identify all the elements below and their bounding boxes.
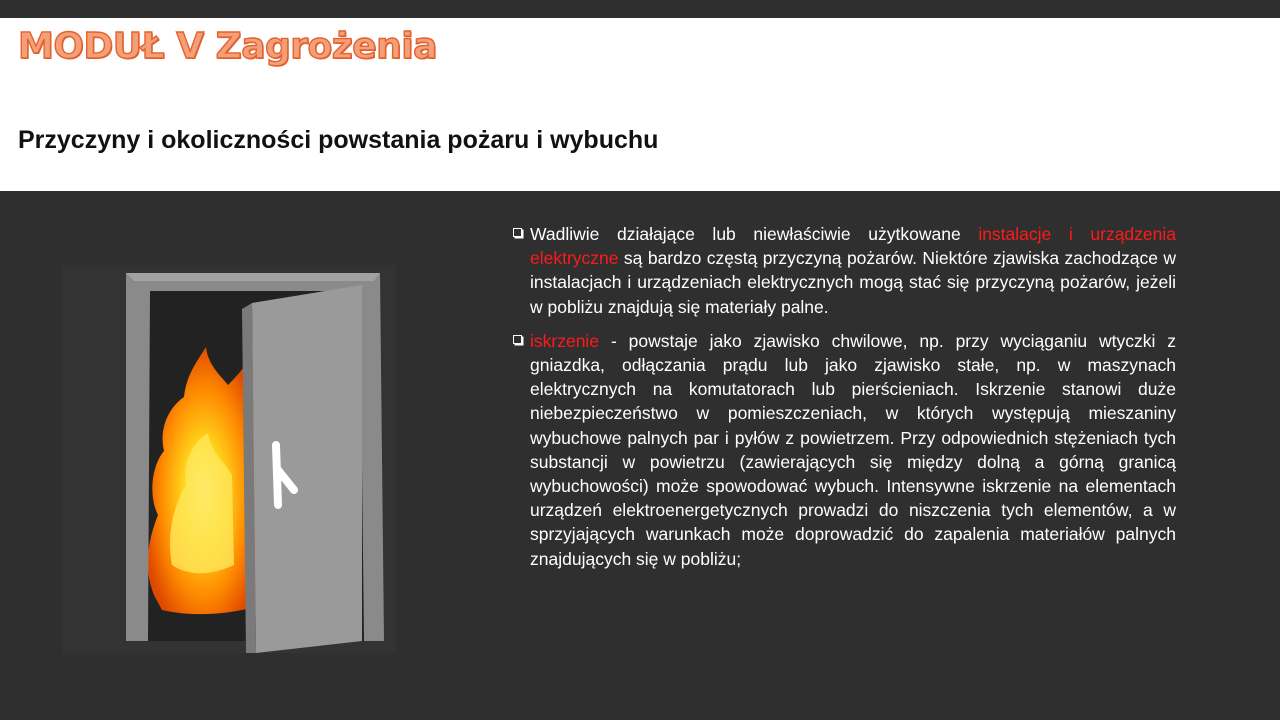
content-text: [512, 222, 1176, 581]
top-strip: [0, 0, 1280, 18]
bullet-item: [512, 329, 1176, 571]
bullet-highlight: iskrzenie: [530, 330, 600, 351]
bullet-text-post: są bardzo częstą przyczyną pożarów. Niektóre zjawiska zachodzące w instalacjach i urządzeniach elektrycznych mogą stać się przyczyną pożarów, jeżeli w pobliżu znajdują się materiały palne.: [530, 248, 1176, 317]
slide-header: [0, 18, 1280, 191]
bullet-item: [512, 222, 1176, 319]
bullet-text-post: - powstaje jako zjawisko chwilowe, np. przy wyciąganiu wtyczki z gniazdka, odłączania prądu lub jako zjawisko stałe, np. w maszynach elektrycznych na komutatorach lub pierścieniach. Iskrzenie stanowi duże niebezpieczeństwo w pomieszczeniach, w których występują mieszaniny wybuchowe palnych par i pyłów z powietrzem. Przy odpowiednich stężeniach tych substancji w powietrzu (zawierających się między dolną a górną granicą wybuchowości) może spowodować wybuch. Intensywne iskrzenie na elementach urządzeń elektroenergetycznych prowadzi do niszczenia tych elementów, a w sprzyjających warunkach może doprowadzić do zapalenia materiałów palnych znajdujących się w pobliżu;: [530, 330, 1176, 569]
bullet-text-pre: Wadliwie działające lub niewłaściwie użytkowane: [530, 224, 979, 244]
checkbox-bullet-icon: [513, 335, 522, 344]
door-fire-icon: [62, 265, 396, 653]
module-title: MODUŁ V Zagrożenia: [18, 26, 437, 67]
slide-subtitle: Przyczyny i okoliczności powstania pożaru i wybuchu: [18, 126, 659, 154]
bullet-highlight: instalacje i urządzenia elektryczne: [530, 224, 1177, 269]
checkbox-bullet-icon: [513, 228, 522, 237]
